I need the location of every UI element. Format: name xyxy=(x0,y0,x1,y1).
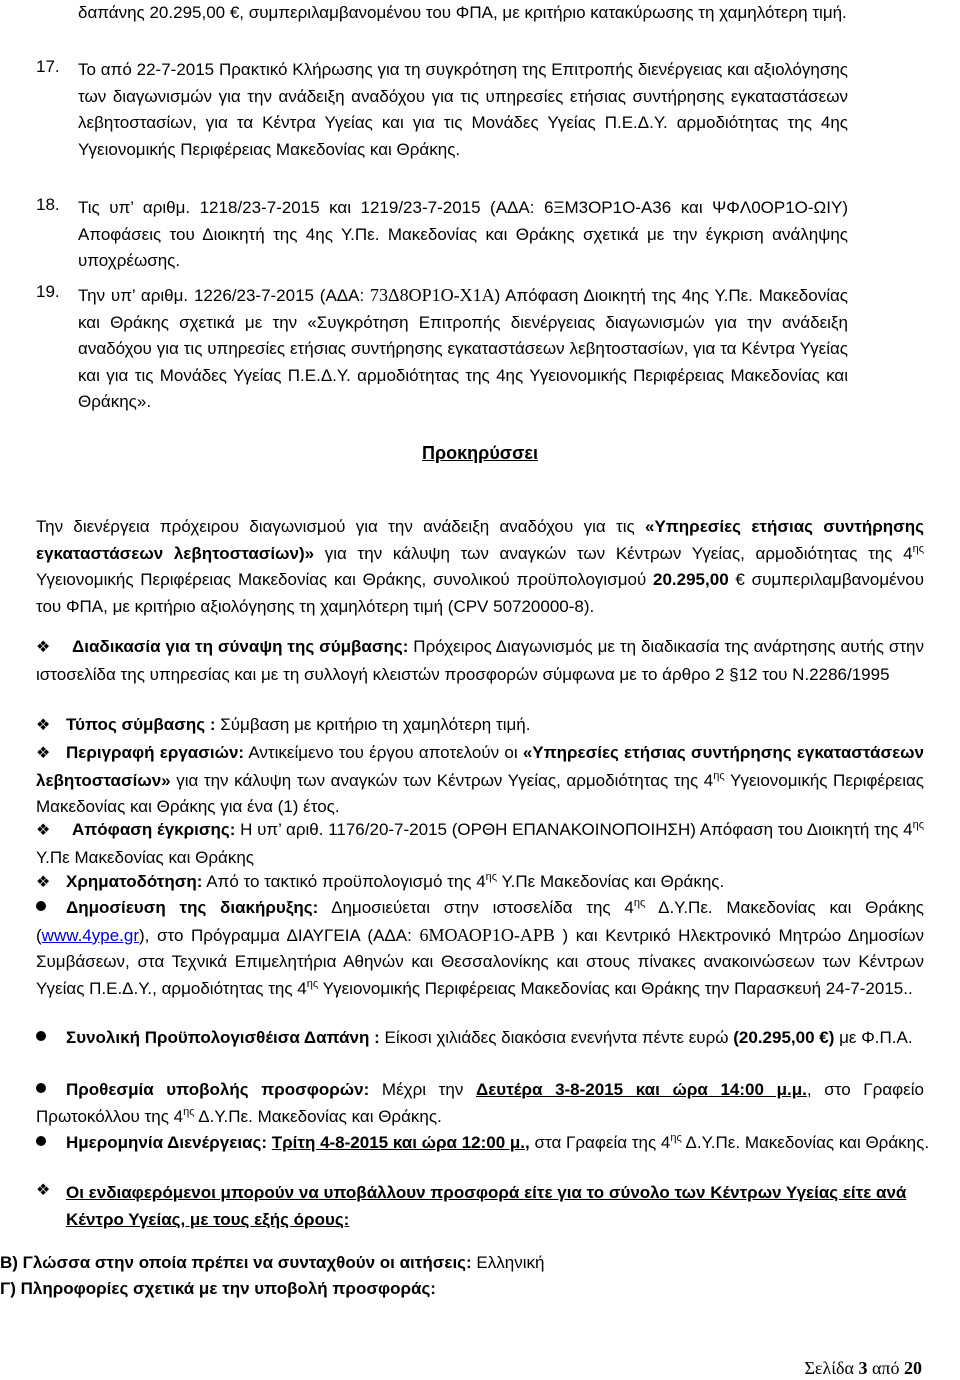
superscript: ης xyxy=(912,819,924,831)
contract-type-label: Τύπος σύμβασης : xyxy=(66,715,216,734)
numbered-item-19 xyxy=(36,282,848,416)
description-text-3: για την κάλυψη των αναγκών των Κέντρων Υγείας, αρμοδιότητας της 4 xyxy=(170,770,714,790)
approval-label: Απόφαση έγκρισης: xyxy=(72,820,236,839)
diamond-bullet-icon: ❖ xyxy=(36,874,51,891)
contract-type-section xyxy=(36,712,924,740)
publication-label: Δημοσίευση της διακήρυξης: xyxy=(66,898,319,917)
item-number: 17. xyxy=(36,57,60,76)
item-text-post: ) Απόφαση Διοικητή της 4ης Υ.Πε. Μακεδονίας και Θράκης σχετικά με την «Συγκρότηση Επιτροπής διενέργειας διαγωνισμών για την ανάδειξη αναδόχου για τις υπηρεσίες ετήσιας συντήρησης εγκαταστάσεων λεβητοστασίων, για τα Κέντρα Υγείας και για τις Μονάδες Υγείας Π.Ε.Δ.Υ. αρμοδιότητας της 4ης Υγειονομικής Περιφέρειας Μακεδονίας και Θράκης». xyxy=(78,286,849,411)
main-text-6: € συμπεριλαμβανομένου του ΦΠΑ, με κριτήριο αξιολόγησης τη χαμηλότερη τιμή (CPV 50720000-8). xyxy=(36,570,924,616)
item-number: 19. xyxy=(36,282,60,301)
page-title: Προκηρύσσει xyxy=(422,443,538,463)
description-service-title: «Υπηρεσίες ετήσιας συντήρησης εγκαταστάσεων λεβητοστασίων» xyxy=(36,743,924,790)
interested-section xyxy=(36,1180,924,1233)
opening-label: Ημερομηνία Διενέργειας: xyxy=(66,1133,268,1152)
approval-text-1: Η υπ’ αριθ. 1176/20-7-2015 (ΟΡΘΗ ΕΠΑΝΑΚΟΙΝΟΠΟΙΗΣΗ) Απόφαση του Διοικητή της 4 xyxy=(235,820,913,839)
description-text-1: Αντικείμενο του έργου αποτελούν οι xyxy=(244,743,523,762)
diamond-bullet-icon: ❖ xyxy=(36,745,51,762)
budget-text-3: με Φ.Π.Α. xyxy=(834,1028,913,1047)
deadline-text-3: Δ.Υ.Πε. Μακεδονίας και Θράκης. xyxy=(194,1106,442,1126)
approval-text-2: Υ.Πε Μακεδονίας και Θράκης xyxy=(36,847,254,867)
superscript: ης xyxy=(713,769,725,782)
footer-pre: Σελίδα xyxy=(804,1358,859,1378)
description-section xyxy=(36,740,924,821)
procedure-label: Διαδικασία για τη σύναψη της σύμβασης: xyxy=(72,637,409,656)
main-text-4: Υγειονομικής Περιφέρειας Μακεδονίας και Θράκης, συνολικού προϋπολογισμού xyxy=(36,570,654,589)
publication-text-2: Δ.Υ.Πε. Μακεδονίας και Θράκης ( xyxy=(36,898,924,945)
item-text-pre: Την υπ’ αριθμ. 1226/23-7-2015 (ΑΔΑ: xyxy=(78,286,371,305)
item-text xyxy=(78,282,848,416)
budget-label: Συνολική Προϋπολογισθέισα Δαπάνη : xyxy=(66,1028,380,1047)
item-text: Το από 22-7-2015 Πρακτικό Κλήρωσης για τη συγκρότηση της Επιτροπής διενέργειας και αξιολόγησης των διαγωνισμών για την ανάδειξη αναδόχου για τις υπηρεσίες ετήσιας συντήρησης εγκαταστάσεων λεβητοστασίων, για τα Κέντρα Υγείας και για τις Μονάδες Υγείας Π.Ε.Δ.Υ. αρμοδιότητας της 4ης Υγειονομικής Περιφέρειας Μακεδονίας και Θράκης. xyxy=(78,60,848,159)
interested-text: Οι ενδιαφερόμενοι μπορούν να υποβάλλουν προσφορά είτε για το σύνολο των Κέντρων Υγείας είτε ανά Κέντρο Υγείας, με τους εξής όρους: xyxy=(66,1183,907,1229)
website-link[interactable]: www.4ype.gr xyxy=(41,925,139,945)
publication-text-4: ) και Κεντρικό Ηλεκτρονικό Μητρώο Δημοσίων Συμβάσεων, στα Τεχνικά Επιμελητήρια Αθηνών και Θεσσαλονίκης και στους πίνακες ανακοινώσεων των Κέντρων Υγείας Π.Ε.Δ.Υ., αρμοδιότητας της 4 xyxy=(36,925,924,998)
bullet-dot-icon xyxy=(36,1136,46,1146)
deadline-text-2: , στο Γραφείο Πρωτοκόλλου της 4 xyxy=(36,1080,924,1126)
diamond-bullet-icon: ❖ xyxy=(36,1182,51,1199)
footer-total-pages: 20 xyxy=(904,1358,922,1378)
superscript: ης xyxy=(912,542,924,555)
main-paragraph xyxy=(36,514,924,620)
budget-amount: (20.295,00 €) xyxy=(733,1028,835,1047)
approval-section xyxy=(36,817,924,871)
point-b-text: Ελληνική xyxy=(471,1253,545,1272)
opening-date: Τρίτη 4-8-2015 και ώρα 12:00 μ., xyxy=(271,1133,530,1152)
diamond-bullet-icon: ❖ xyxy=(36,822,51,839)
funding-text-1: Από το τακτικό προϋπολογισμό της 4 xyxy=(202,872,486,891)
main-budget: 20.295,00 xyxy=(653,570,729,589)
budget-text-1: Είκοσι χιλιάδες διακόσια ενενήντα πέντε ευρώ xyxy=(379,1028,734,1047)
budget-section xyxy=(36,1025,924,1052)
deadline-text-1: Μέχρι την xyxy=(369,1080,477,1099)
publication-section xyxy=(36,895,924,1002)
superscript: ης xyxy=(485,871,498,883)
point-b-label: Β) Γλώσσα στην οποία πρέπει να συνταχθούν οι αιτήσεις: xyxy=(0,1253,472,1272)
footer-page-number: 3 xyxy=(858,1358,868,1378)
ada-code: 6ΜΟΑΟΡ1Ο-ΑΡΒ xyxy=(419,924,555,945)
description-text-4: Υγειονομικής Περιφέρειας Μακεδονίας και Θράκης για ένα (1) έτος. xyxy=(36,770,925,816)
funding-label: Χρηματοδότηση: xyxy=(66,872,203,891)
item-text: Τις υπ’ αριθμ. 1218/23-7-2015 και 1219/23-7-2015 (ΑΔΑ: 6ΞΜ3ΟΡ1Ο-Α36 και ΨΦΛ0ΟΡ1Ο-ΩΙΥ) Αποφάσεις του Διοικητή της 4ης Υ.Πε. Μακεδονίας και Θράκης σχετικά με την έγκριση ανάληψης υποχρέωσης. xyxy=(78,198,848,270)
publication-text-5: Υγειονομικής Περιφέρειας Μακεδονίας και Θράκης την Παρασκευή 24-7-2015.. xyxy=(318,978,913,998)
opening-section xyxy=(36,1130,960,1157)
item-number: 18. xyxy=(36,195,60,214)
numbered-item-17 xyxy=(36,57,848,163)
deadline-date: Δευτέρα 3-8-2015 και ώρα 14:00 μ.μ. xyxy=(476,1080,807,1099)
funding-section xyxy=(36,869,924,897)
procedure-section xyxy=(36,634,924,688)
superscript: ης xyxy=(633,897,646,909)
deadline-label: Προθεσμία υποβολής προσφορών: xyxy=(66,1080,370,1099)
ada-code: 73Δ8ΟΡ1Ο-Χ1Α xyxy=(370,285,495,305)
deadline-section xyxy=(36,1077,924,1130)
footer-mid: από xyxy=(867,1358,904,1378)
superscript: ης xyxy=(306,977,319,990)
point-b xyxy=(0,1250,924,1277)
description-label: Περιγραφή εργασιών: xyxy=(66,743,245,762)
opening-text-2: Δ.Υ.Πε. Μακεδονίας και Θράκης. xyxy=(681,1133,930,1152)
intro-paragraph xyxy=(78,0,848,27)
publication-text-1: Δημοσιεύεται στην ιστοσελίδα της 4 xyxy=(318,898,634,917)
contract-type-text: Σύμβαση με κριτήριο τη χαμηλότερη τιμή. xyxy=(215,715,531,734)
diamond-bullet-icon: ❖ xyxy=(36,717,51,734)
point-c xyxy=(0,1276,924,1303)
intro-text: δαπάνης 20.295,00 €, συμπεριλαμβανομένου του ΦΠΑ, με κριτήριο κατακύρωσης τη χαμηλότερη τιμή. xyxy=(78,3,847,22)
main-text-1: Την διενέργεια πρόχειρου διαγωνισμού για την ανάδειξη αναδόχου για τις xyxy=(36,517,645,536)
superscript: ης xyxy=(670,1132,682,1144)
bullet-dot-icon xyxy=(36,901,46,911)
funding-text-2: Υ.Πε Μακεδονίας και Θράκης. xyxy=(497,872,725,891)
opening-text-1: στα Γραφεία της 4 xyxy=(529,1133,671,1152)
bullet-dot-icon xyxy=(36,1031,46,1041)
procedure-text: Πρόχειρος Διαγωνισμός με τη διαδικασία της ανάρτησης αυτής στην ιστοσελίδα της υπηρεσίας και με τη συλλογή κλειστών προσφορών σύμφωνα με το άρθρο 2 §12 του Ν.2286/1995 xyxy=(36,637,924,684)
diamond-bullet-icon: ❖ xyxy=(36,639,51,656)
numbered-item-18 xyxy=(36,195,848,275)
point-c-label: Γ) Πληροφορίες σχετικά με την υποβολή προσφοράς: xyxy=(0,1279,436,1298)
main-service-title: «Υπηρεσίες ετήσιας συντήρησης εγκαταστάσεων λεβητοστασίων)» xyxy=(36,517,924,563)
bullet-dot-icon xyxy=(36,1083,46,1093)
publication-text-3: ), στο Πρόγραμμα ΔΙΑΥΓΕΙΑ (ΑΔΑ: xyxy=(139,925,420,945)
superscript: ης xyxy=(183,1105,195,1118)
main-text-3: για την κάλυψη των αναγκών των Κέντρων Υγείας, αρμοδιότητας της 4 xyxy=(314,543,913,563)
page-footer xyxy=(804,1358,922,1379)
